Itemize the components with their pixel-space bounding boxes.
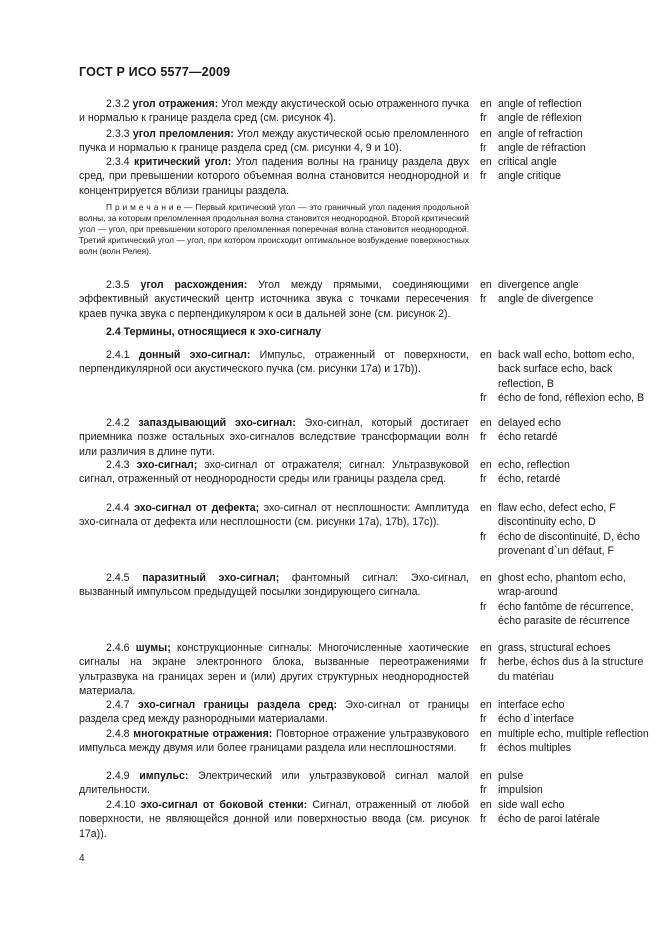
equivalents-2-3-3: en angle of refraction fr angle de réfraction xyxy=(480,128,586,155)
page-number: 4 xyxy=(79,853,85,864)
equivalents-2-4-8: en multiple echo, multiple reflection fr échos multiples xyxy=(480,728,649,755)
equivalents-2-4-7: en interface echo fr écho d`interface xyxy=(480,699,574,726)
equivalents-2-4-5: en ghost echo, phantom echo, wrap-around fr écho fantôme de récurrence, écho parasite de récurrence xyxy=(480,572,634,627)
equivalents-2-4-3: en echo, reflection fr écho, retardé xyxy=(480,459,570,486)
entry-2-4-5: 2.4.5 паразитный эхо-сигнал; фантомный сигнал: Эхо-сигнал, вызванный импульсом предыдущей посылки зондирующего сигнала. xyxy=(79,572,469,599)
equivalents-2-4-9: en pulse fr impulsion xyxy=(480,770,543,797)
equivalents-2-3-2: en angle of reflection fr angle de réflexion xyxy=(480,98,582,125)
note-critical-angle: П р и м е ч а н и е — Первый критический угол — это граничный угол падения продольной волны, за которым преломленная продольная волна становится неоднородной. Второй критический угол — угол, при превышении которого преломленная поперечная волна становится неоднородной. Третий критический угол — угол, при котором происходит оптимальное возбуждение поверхностных волн (волн Релея). xyxy=(79,202,469,257)
equivalents-2-4-4: en flaw echo, defect echo, F discontinuity echo, D fr écho de discontinuité, D, écho provenant d`un défaut, F xyxy=(480,502,640,557)
entry-2-4-1: 2.4.1 донный эхо-сигнал: Импульс, отраженный от поверхности, перпендикулярной оси акустического пучка (см. рисунки 17a) и 17b)). xyxy=(79,349,469,376)
entry-2-4-4: 2.4.4 эхо-сигнал от дефекта; эхо-сигнал от несплошности: Амплитуда эхо-сигнала от дефекта или несплошности (см. рисунки 17a), 17b), 17c)). xyxy=(79,502,469,529)
entry-2-3-2: 2.3.2 угол отражения: Угол между акустической осью отраженного пучка и нормалью к границе раздела сред (см. рисунок 4). xyxy=(79,98,470,125)
section-heading-2-4: 2.4 Термины, относящиеся к эхо-сигналу xyxy=(106,326,322,338)
equivalents-2-4-1: en back wall echo, bottom echo, back surface echo, back reflection, B fr écho de fond, réflexion echo, B xyxy=(480,349,645,404)
entry-2-4-2: 2.4.2 запаздывающий эхо-сигнал: Эхо-сигнал, который достигает приемника позже остальных эхо-сигналов вследствие трансформации волн или различия в длине пути. xyxy=(79,417,469,458)
entry-2-4-7: 2.4.7 эхо-сигнал границы раздела сред: Эхо-сигнал от границы раздела сред между разнородными материалами. xyxy=(79,699,469,726)
entry-2-3-3: 2.3.3 угол преломления: Угол между акустической осью преломленного пучка и нормалью к границе раздела сред (см. рисунки 4, 9 и 10). xyxy=(79,128,469,155)
entry-2-4-8: 2.4.8 многократные отражения: Повторное отражение ультразвукового импульса между двумя или более границами раздела или несплошностями. xyxy=(79,728,469,755)
equivalents-2-3-5: en divergence angle fr angle de divergence xyxy=(480,279,594,306)
entry-2-3-5: 2.3.5 угол расхождения: Угол между прямыми, соединяющими эффективный акустический центр источника звука с точками пересечения краев пучка звука с перпендикуляром к оси в дальней зоне (см. рисунок 2). xyxy=(79,279,469,320)
entry-2-3-4: 2.3.4 критический угол: Угол падения волны на границу раздела двух сред, при превышении которого объемная волна становится неоднородной и концентрируется вблизи границы раздела. xyxy=(79,156,469,197)
entry-2-4-6: 2.4.6 шумы; конструкционные сигналы: Многочисленные хаотические сигналы на экране электронного блока, вызванные переотражениями ультразвука на границах зерен и (или) других структурных неоднородностей материала. xyxy=(79,642,469,697)
entry-2-4-3: 2.4.3 эхо-сигнал; эхо-сигнал от отражателя; сигнал: Ультразвуковой сигнал, отраженный от неоднородности среды или границы раздела сред. xyxy=(79,459,469,486)
equivalents-2-3-4: en critical angle fr angle critique xyxy=(480,156,562,183)
equivalents-2-4-2: en delayed echo fr écho retardé xyxy=(480,417,562,444)
entry-2-4-9: 2.4.9 импульс: Электрический или ультразвуковой сигнал малой длительности. xyxy=(79,770,469,797)
equivalents-2-4-6: en grass, structural echoes fr herbe, échos dus à la structure du matériau xyxy=(480,642,644,683)
entry-2-4-10: 2.4.10 эхо-сигнал от боковой стенки: Сигнал, отраженный от любой поверхности, не являющейся донной или поверхностью ввода (см. рисунок 17a)). xyxy=(79,799,469,840)
equivalents-2-4-10: en side wall echo fr écho de paroi latérale xyxy=(480,799,600,826)
document-header: ГОСТ Р ИСО 5577—2009 xyxy=(79,65,231,79)
